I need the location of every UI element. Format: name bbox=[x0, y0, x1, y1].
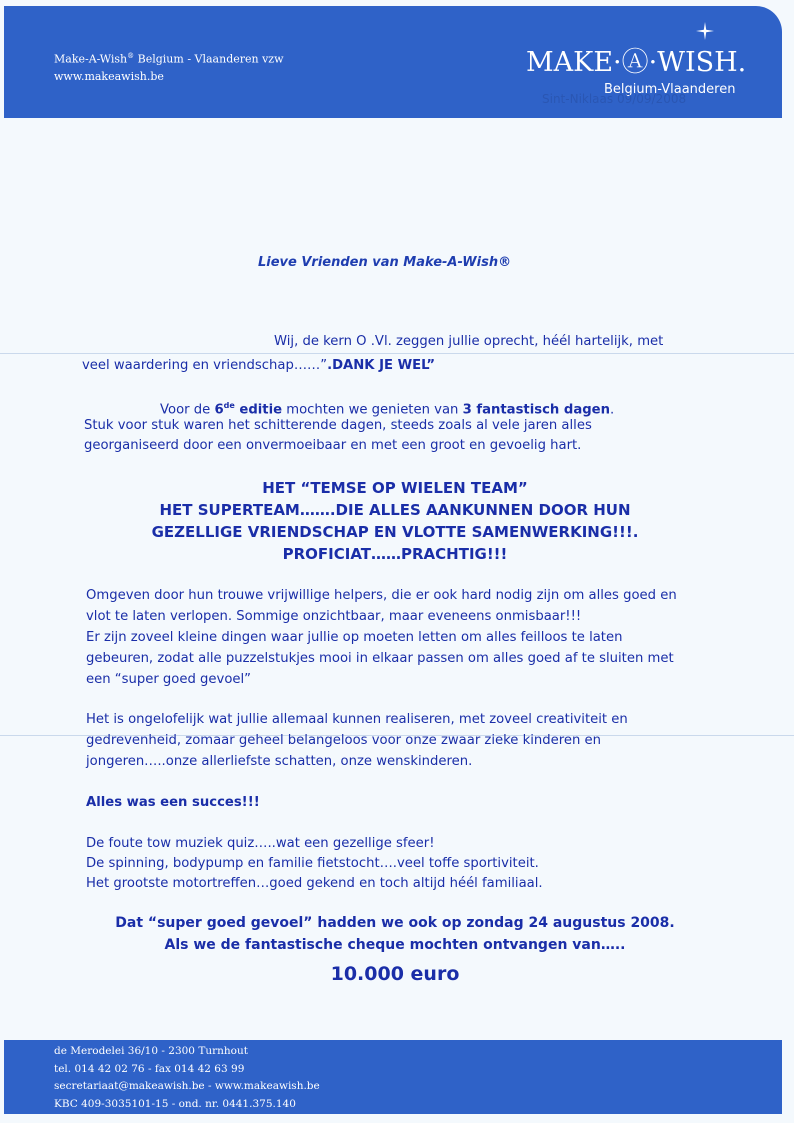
paragraph-line bbox=[82, 355, 435, 376]
paragraph-line: Het is ongelofelijk wat jullie allemaal kunnen realiseren, met zoveel creativiteit en bbox=[86, 712, 628, 727]
paragraph-line: De foute tow muziek quiz…..wat een gezellige sfeer! bbox=[86, 836, 435, 851]
text-span: veel waardering en vriendschap……” bbox=[82, 358, 328, 373]
logo-subtitle: Belgium-Vlaanderen bbox=[604, 82, 736, 97]
paragraph-line: vlot te laten verlopen. Sommige onzichtbaar, maar eveneens onmisbaar!!! bbox=[86, 609, 582, 624]
paragraph-line: De spinning, bodypump en familie fietstocht….veel toffe sportiviteit. bbox=[86, 856, 539, 871]
logo-wordmark: MAKE·Ⓐ·WISH. bbox=[526, 47, 747, 78]
success-line: Alles was een succes!!! bbox=[86, 795, 260, 810]
paragraph-line: gebeuren, zodat alle puzzelstukjes mooi in elkaar passen om alles goed af te sluiten met bbox=[86, 651, 674, 666]
edition-number: 6 bbox=[214, 402, 224, 418]
footer-email[interactable]: secretariaat@makeawish.be - www.makeawish.be bbox=[54, 1080, 320, 1092]
paragraph-line: een “super goed gevoel” bbox=[86, 672, 252, 687]
footer-phone: tel. 014 42 02 76 - fax 014 42 63 99 bbox=[54, 1062, 245, 1075]
text-span: . bbox=[610, 402, 615, 418]
team-heading-line: HET “TEMSE OP WIELEN TEAM” bbox=[262, 479, 528, 497]
text-span: Voor de bbox=[160, 402, 215, 418]
closing-line: Als we de fantastische cheque mochten ontvangen van….. bbox=[164, 937, 626, 953]
org-website[interactable]: www.makeawish.be bbox=[54, 69, 164, 83]
team-heading-line: GEZELLIGE VRIENDSCHAP EN VLOTTE SAMENWERKING!!!. bbox=[151, 523, 639, 541]
team-heading-line: HET SUPERTEAM…….DIE ALLES AANKUNNEN DOOR HUN bbox=[159, 501, 631, 519]
days-text: 3 fantastisch dagen bbox=[462, 402, 611, 418]
paragraph-line: jongeren…..onze allerliefste schatten, onze wenskinderen. bbox=[86, 754, 473, 769]
closing-line: Dat “super goed gevoel” hadden we ook op zondag 24 augustus 2008. bbox=[115, 915, 675, 931]
paragraph-line: gedrevenheid, zomaar geheel belangeloos voor onze zwaar zieke kinderen en bbox=[86, 733, 602, 748]
org-name: Make-A-Wish bbox=[54, 52, 128, 66]
org-name-rest: Belgium - Vlaanderen vzw bbox=[134, 52, 284, 66]
paragraph-line: Omgeven door hun trouwe vrijwillige helpers, die er ook hard nodig zijn om alles goed en bbox=[86, 588, 677, 603]
paragraph-line: Wij, de kern O .Vl. zeggen jullie oprecht, héél hartelijk, met bbox=[274, 334, 664, 349]
footer-address: de Merodelei 36/10 - 2300 Turnhout bbox=[54, 1045, 248, 1057]
footer-banner bbox=[4, 1040, 782, 1114]
footer-bank: KBC 409-3035101-15 - ond. nr. 0441.375.140 bbox=[54, 1097, 296, 1110]
footer-contact bbox=[54, 1043, 320, 1113]
paragraph-line: Het grootste motortreffen…goed gekend en toch altijd héél familiaal. bbox=[86, 876, 543, 891]
paragraph-line: georganiseerd door een onvermoeibaar en met een groot en gevoelig hart. bbox=[84, 438, 582, 453]
paragraph-line: Er zijn zoveel kleine dingen waar jullie op moeten letten om alles feilloos te laten bbox=[86, 630, 623, 645]
donation-amount: 10.000 euro bbox=[330, 963, 460, 985]
paragraph-line: Stuk voor stuk waren het schitterende dagen, steeds zoals al vele jaren alles bbox=[84, 418, 592, 433]
edition-suffix: de bbox=[223, 401, 235, 410]
edition-word: editie bbox=[234, 402, 283, 418]
team-heading-line: PROFICIAT……PRACHTIG!!! bbox=[282, 545, 508, 563]
thank-you-text: .DANK JE WEL” bbox=[327, 358, 436, 373]
date-stamp: Sint-Niklaas 09/09/2008 bbox=[542, 92, 687, 106]
salutation: Lieve Vrienden van Make-A-Wish® bbox=[258, 255, 512, 270]
registered-mark: ® bbox=[127, 52, 135, 60]
text-span: mochten we genieten van bbox=[282, 402, 463, 418]
